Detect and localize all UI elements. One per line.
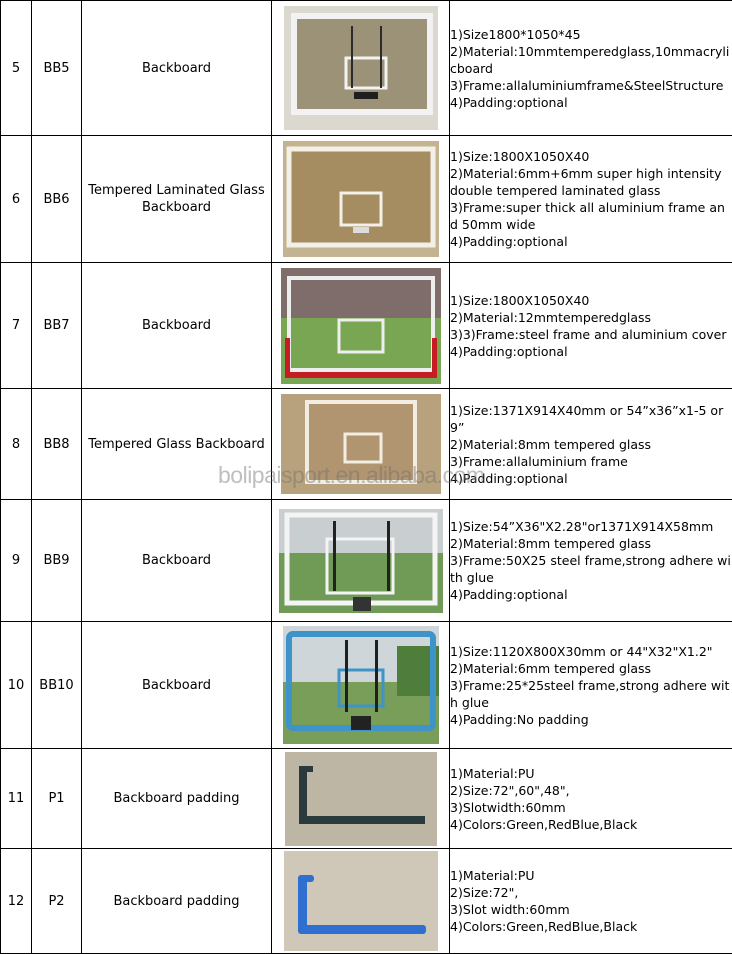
row-number: 12 (1, 849, 32, 954)
product-photo-cell (272, 389, 450, 500)
spec-description (450, 263, 732, 389)
spec-line: 3)Frame:super thick all aluminium frame and 50mm wide (450, 200, 725, 232)
spec-line: 4)Padding:optional (450, 470, 568, 486)
product-name: Backboard padding (82, 849, 272, 954)
product-photo-cell (272, 749, 450, 849)
product-name: Backboard (82, 500, 272, 622)
table-row (1, 622, 732, 749)
spec-line: 3)Slotwidth:60mm (450, 799, 566, 815)
spec-line: 1)Size:1800X1050X40 (450, 292, 590, 308)
spec-line: 1)Size1800*1050*45 (450, 26, 581, 42)
spec-line: 2)Material:6mm tempered glass (450, 660, 652, 676)
product-photo-cell (272, 136, 450, 263)
row-number: 10 (1, 622, 32, 749)
spec-description (450, 136, 732, 263)
row-number: 11 (1, 749, 32, 849)
spec-line: 4)Colors:Green,RedBlue,Black (450, 816, 638, 832)
model-code: BB8 (32, 389, 82, 500)
product-name: Backboard (82, 263, 272, 389)
spec-description (450, 749, 732, 849)
glass-backboard-photo (284, 6, 438, 130)
spec-line: 3)Frame:25*25steel frame,strong adhere with glue (450, 677, 730, 710)
product-name: Backboard padding (82, 749, 272, 849)
product-photo-cell (272, 622, 450, 749)
table-row (1, 749, 732, 849)
model-code: P1 (32, 749, 82, 849)
spec-line: 1)Material:PU (450, 765, 535, 781)
table-row (1, 849, 732, 954)
blue-padded-backboard-photo (283, 626, 439, 744)
table-row (1, 500, 732, 622)
table-row (1, 263, 732, 389)
row-number: 9 (1, 500, 32, 622)
spec-line: 3)Slot width:60mm (450, 902, 570, 917)
model-code: BB9 (32, 500, 82, 622)
model-code: P2 (32, 849, 82, 954)
spec-line: 4)Padding:optional (450, 234, 568, 249)
table-row (1, 136, 732, 263)
product-name: Backboard (82, 1, 272, 136)
model-code: BB5 (32, 1, 82, 136)
row-number: 6 (1, 136, 32, 263)
spec-line: 1)Size:1800X1050X40 (450, 149, 590, 164)
spec-line: 3)Frame:allaluminiumframe&SteelStructure (450, 77, 724, 93)
spec-line: 4)Padding:No padding (450, 711, 589, 727)
spec-line: 1)Size:54”X36"X2.28"or1371X914X58mm (450, 519, 714, 534)
blue-padding-photo (284, 851, 438, 951)
spec-line: 2)Size:72", (450, 885, 519, 900)
product-photo-cell (272, 849, 450, 954)
spec-line: 4)Padding:optional (450, 94, 568, 110)
spec-line: 4)Padding:optional (450, 587, 568, 602)
row-number: 8 (1, 389, 32, 500)
spec-line: 3)Frame:allaluminium frame (450, 453, 628, 469)
outdoor-backboard-photo (279, 509, 443, 613)
spec-line: 3)Frame:50X25 steel frame,strong adhere with glue (450, 553, 731, 585)
spec-description (450, 622, 732, 749)
product-photo-cell (272, 263, 450, 389)
watermark: bolipaisport.en.alibaba.com (218, 462, 485, 488)
model-code: BB6 (32, 136, 82, 263)
model-code: BB7 (32, 263, 82, 389)
spec-line: 3)3)Frame:steel frame and aluminium cover (450, 326, 727, 342)
product-name: Tempered Laminated Glass Backboard (82, 136, 272, 263)
tempered-glass-backboard-photo (281, 394, 441, 494)
spec-line: 2)Material:12mmtemperedglass (450, 309, 652, 325)
model-code: BB10 (32, 622, 82, 749)
spec-line: 1)Size:1120X800X30mm or 44"X32"X1.2" (450, 643, 713, 659)
table-row (1, 389, 732, 500)
spec-description (450, 849, 732, 954)
steel-frame-backboard-photo (281, 268, 441, 384)
laminated-glass-backboard-photo (283, 141, 439, 257)
spec-line: 2)Material:8mm tempered glass (450, 436, 652, 452)
spec-line: 1)Size:1371X914X40mm or 54”x36”x1-5 or 9” (450, 402, 724, 435)
product-photo-cell (272, 500, 450, 622)
spec-description (450, 389, 732, 500)
row-number: 5 (1, 1, 32, 136)
black-padding-photo (285, 752, 437, 846)
product-photo-cell (272, 1, 450, 136)
table-row (1, 1, 732, 136)
spec-line: 2)Material:6mm+6mm super high intensity double tempered laminated glass (450, 166, 722, 198)
spec-line: 1)Material:PU (450, 868, 535, 883)
spec-line: 4)Colors:Green,RedBlue,Black (450, 919, 638, 934)
spec-line: 4)Padding:optional (450, 343, 568, 359)
spec-line: 2)Size:72",60",48", (450, 782, 570, 798)
product-name: Tempered Glass Backboard (82, 389, 272, 500)
row-number: 7 (1, 263, 32, 389)
product-name: Backboard (82, 622, 272, 749)
spec-line: 2)Material:8mm tempered glass (450, 536, 652, 551)
spec-line: 2)Material:10mmtemperedglass,10mmacrylicboard (450, 43, 730, 76)
spec-description (450, 500, 732, 622)
spec-description (450, 1, 732, 136)
